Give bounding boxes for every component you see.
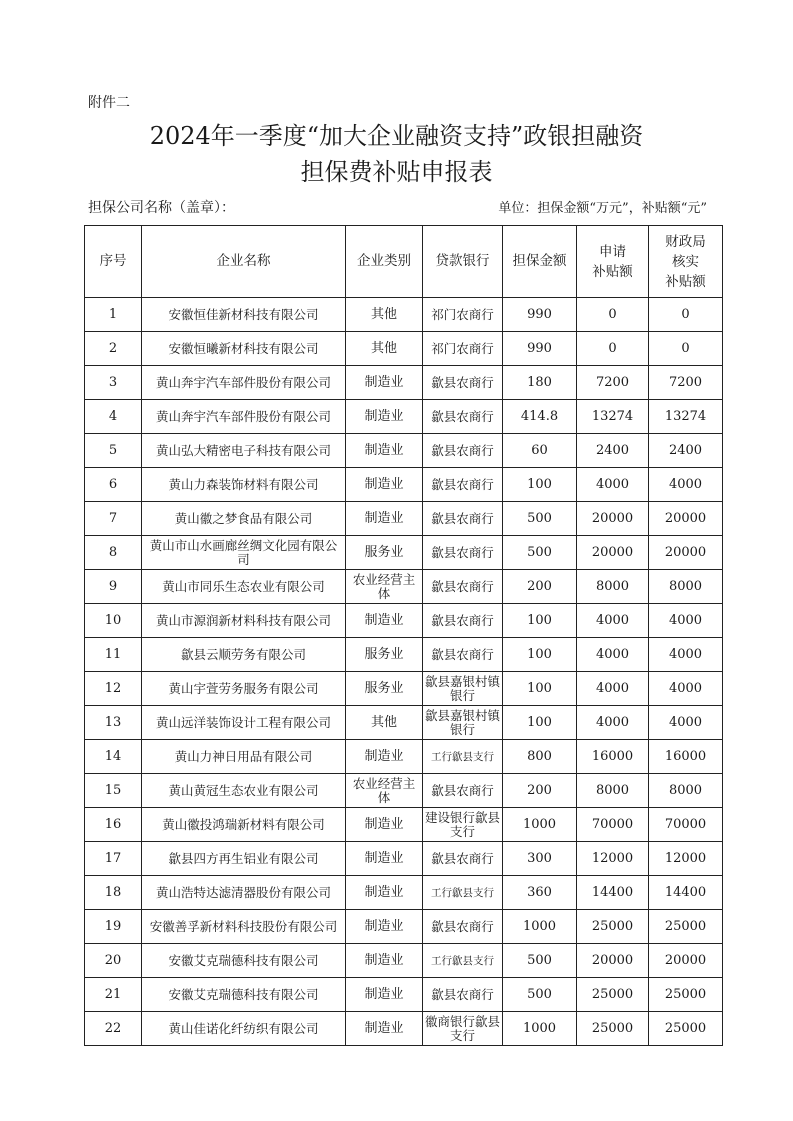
cell-category: 制造业 xyxy=(346,604,423,638)
subsidy-table xyxy=(84,225,723,1046)
header-seq: 序号 xyxy=(85,226,142,298)
annex-label: 附件二 xyxy=(88,95,130,111)
cell-apply-subsidy: 25000 xyxy=(577,910,649,944)
cell-bank: 歙县农商行 xyxy=(423,570,503,604)
table-row xyxy=(85,502,723,536)
cell-bank: 歙县农商行 xyxy=(423,366,503,400)
cell-amount: 500 xyxy=(503,944,577,978)
cell-bank: 歙县农商行 xyxy=(423,468,503,502)
cell-verify-subsidy: 4000 xyxy=(649,672,723,706)
cell-apply-subsidy: 2400 xyxy=(577,434,649,468)
cell-apply-subsidy: 20000 xyxy=(577,536,649,570)
cell-bank: 歙县农商行 xyxy=(423,978,503,1012)
cell-amount: 200 xyxy=(503,774,577,808)
cell-seq: 5 xyxy=(85,434,142,468)
cell-amount: 1000 xyxy=(503,1012,577,1046)
cell-verify-subsidy: 8000 xyxy=(649,570,723,604)
cell-amount: 360 xyxy=(503,876,577,910)
cell-apply-subsidy: 14400 xyxy=(577,876,649,910)
cell-verify-subsidy: 2400 xyxy=(649,434,723,468)
table-row xyxy=(85,910,723,944)
cell-apply-subsidy: 8000 xyxy=(577,570,649,604)
cell-verify-subsidy: 20000 xyxy=(649,944,723,978)
table-row xyxy=(85,672,723,706)
cell-verify-subsidy: 70000 xyxy=(649,808,723,842)
table-row xyxy=(85,400,723,434)
header-category: 企业类别 xyxy=(346,226,423,298)
cell-amount: 990 xyxy=(503,332,577,366)
cell-amount: 500 xyxy=(503,502,577,536)
cell-verify-subsidy: 16000 xyxy=(649,740,723,774)
table-row xyxy=(85,570,723,604)
cell-category: 制造业 xyxy=(346,978,423,1012)
cell-verify-subsidy: 20000 xyxy=(649,536,723,570)
cell-verify-subsidy: 0 xyxy=(649,298,723,332)
cell-company-name: 黄山奔宇汽车部件股份有限公司 xyxy=(142,400,346,434)
cell-seq: 16 xyxy=(85,808,142,842)
cell-seq: 2 xyxy=(85,332,142,366)
cell-company-name: 黄山浩特达滤清器股份有限公司 xyxy=(142,876,346,910)
cell-amount: 500 xyxy=(503,536,577,570)
cell-apply-subsidy: 20000 xyxy=(577,944,649,978)
cell-apply-subsidy: 0 xyxy=(577,298,649,332)
table-row xyxy=(85,944,723,978)
table-row xyxy=(85,638,723,672)
cell-seq: 7 xyxy=(85,502,142,536)
cell-verify-subsidy: 25000 xyxy=(649,910,723,944)
cell-bank: 建设银行歙县支行 xyxy=(423,808,503,842)
table-row xyxy=(85,298,723,332)
cell-company-name: 安徽恒曦新材科技有限公司 xyxy=(142,332,346,366)
cell-seq: 10 xyxy=(85,604,142,638)
cell-amount: 1000 xyxy=(503,808,577,842)
table-row xyxy=(85,706,723,740)
cell-company-name: 黄山宇萱劳务服务有限公司 xyxy=(142,672,346,706)
cell-category: 制造业 xyxy=(346,400,423,434)
cell-seq: 4 xyxy=(85,400,142,434)
cell-apply-subsidy: 4000 xyxy=(577,638,649,672)
cell-apply-subsidy: 13274 xyxy=(577,400,649,434)
cell-category: 制造业 xyxy=(346,366,423,400)
cell-verify-subsidy: 20000 xyxy=(649,502,723,536)
cell-category: 制造业 xyxy=(346,808,423,842)
cell-seq: 21 xyxy=(85,978,142,1012)
cell-company-name: 黄山市源润新材料科技有限公司 xyxy=(142,604,346,638)
cell-amount: 100 xyxy=(503,638,577,672)
cell-amount: 100 xyxy=(503,468,577,502)
cell-category: 制造业 xyxy=(346,876,423,910)
table-row xyxy=(85,876,723,910)
cell-apply-subsidy: 0 xyxy=(577,332,649,366)
cell-verify-subsidy: 25000 xyxy=(649,978,723,1012)
table-row xyxy=(85,366,723,400)
cell-company-name: 安徽善孚新材料科技股份有限公司 xyxy=(142,910,346,944)
cell-seq: 12 xyxy=(85,672,142,706)
cell-bank: 歙县农商行 xyxy=(423,638,503,672)
table-row xyxy=(85,774,723,808)
cell-bank: 歙县农商行 xyxy=(423,910,503,944)
header-amount: 担保金额 xyxy=(503,226,577,298)
cell-category: 制造业 xyxy=(346,468,423,502)
cell-seq: 13 xyxy=(85,706,142,740)
cell-verify-subsidy: 8000 xyxy=(649,774,723,808)
cell-category: 制造业 xyxy=(346,740,423,774)
table-row xyxy=(85,842,723,876)
cell-apply-subsidy: 7200 xyxy=(577,366,649,400)
cell-category: 其他 xyxy=(346,706,423,740)
cell-company-name: 黄山佳诺化纤纺织有限公司 xyxy=(142,1012,346,1046)
page-title: 2024年一季度“加大企业融资支持”政银担融资 xyxy=(149,122,644,150)
cell-verify-subsidy: 4000 xyxy=(649,468,723,502)
header-apply-subsidy: 申请 补贴额 xyxy=(577,226,649,298)
cell-category: 服务业 xyxy=(346,672,423,706)
table-row xyxy=(85,536,723,570)
table-row xyxy=(85,332,723,366)
cell-company-name: 黄山徽之梦食品有限公司 xyxy=(142,502,346,536)
cell-verify-subsidy: 4000 xyxy=(649,706,723,740)
cell-apply-subsidy: 20000 xyxy=(577,502,649,536)
cell-bank: 歙县农商行 xyxy=(423,536,503,570)
cell-category: 制造业 xyxy=(346,944,423,978)
cell-seq: 18 xyxy=(85,876,142,910)
cell-company-name: 黄山徽投鸿瑞新材料有限公司 xyxy=(142,808,346,842)
cell-category: 制造业 xyxy=(346,502,423,536)
cell-bank: 歙县农商行 xyxy=(423,434,503,468)
cell-company-name: 安徽艾克瑞德科技有限公司 xyxy=(142,944,346,978)
cell-bank: 歙县农商行 xyxy=(423,774,503,808)
cell-seq: 14 xyxy=(85,740,142,774)
table-row xyxy=(85,434,723,468)
cell-verify-subsidy: 13274 xyxy=(649,400,723,434)
cell-bank: 歙县农商行 xyxy=(423,502,503,536)
cell-bank: 工行歙县支行 xyxy=(423,944,503,978)
table-row xyxy=(85,808,723,842)
cell-verify-subsidy: 12000 xyxy=(649,842,723,876)
cell-bank: 歙县农商行 xyxy=(423,604,503,638)
cell-category: 服务业 xyxy=(346,536,423,570)
cell-seq: 3 xyxy=(85,366,142,400)
cell-company-name: 黄山黄冠生态农业有限公司 xyxy=(142,774,346,808)
cell-amount: 800 xyxy=(503,740,577,774)
cell-amount: 414.8 xyxy=(503,400,577,434)
cell-category: 农业经营主体 xyxy=(346,570,423,604)
cell-company-name: 黄山力森装饰材料有限公司 xyxy=(142,468,346,502)
cell-company-name: 黄山市同乐生态农业有限公司 xyxy=(142,570,346,604)
header-verify-subsidy: 财政局 核实 补贴额 xyxy=(649,226,723,298)
page-subtitle: 担保费补贴申报表 xyxy=(300,158,493,186)
header-bank: 贷款银行 xyxy=(423,226,503,298)
cell-apply-subsidy: 16000 xyxy=(577,740,649,774)
table-row xyxy=(85,740,723,774)
cell-apply-subsidy: 4000 xyxy=(577,672,649,706)
cell-amount: 100 xyxy=(503,604,577,638)
cell-category: 制造业 xyxy=(346,1012,423,1046)
cell-amount: 990 xyxy=(503,298,577,332)
cell-category: 服务业 xyxy=(346,638,423,672)
cell-category: 制造业 xyxy=(346,910,423,944)
cell-bank: 歙县农商行 xyxy=(423,400,503,434)
cell-apply-subsidy: 4000 xyxy=(577,604,649,638)
cell-bank: 歙县农商行 xyxy=(423,842,503,876)
cell-amount: 500 xyxy=(503,978,577,1012)
cell-apply-subsidy: 25000 xyxy=(577,1012,649,1046)
cell-company-name: 黄山市山水画廊丝绸文化园有限公司 xyxy=(142,536,346,570)
cell-verify-subsidy: 0 xyxy=(649,332,723,366)
cell-seq: 17 xyxy=(85,842,142,876)
cell-company-name: 黄山力神日用品有限公司 xyxy=(142,740,346,774)
cell-category: 制造业 xyxy=(346,434,423,468)
cell-verify-subsidy: 4000 xyxy=(649,604,723,638)
table-row xyxy=(85,1012,723,1046)
cell-bank: 工行歙县支行 xyxy=(423,876,503,910)
cell-seq: 6 xyxy=(85,468,142,502)
cell-amount: 60 xyxy=(503,434,577,468)
cell-seq: 11 xyxy=(85,638,142,672)
cell-amount: 100 xyxy=(503,672,577,706)
cell-category: 其他 xyxy=(346,332,423,366)
cell-bank: 歙县嘉银村镇银行 xyxy=(423,706,503,740)
cell-bank: 歙县嘉银村镇银行 xyxy=(423,672,503,706)
cell-apply-subsidy: 4000 xyxy=(577,468,649,502)
cell-amount: 200 xyxy=(503,570,577,604)
cell-seq: 9 xyxy=(85,570,142,604)
cell-company-name: 歙县四方再生铝业有限公司 xyxy=(142,842,346,876)
table-row xyxy=(85,468,723,502)
cell-verify-subsidy: 7200 xyxy=(649,366,723,400)
cell-category: 农业经营主体 xyxy=(346,774,423,808)
cell-apply-subsidy: 25000 xyxy=(577,978,649,1012)
cell-company-name: 安徽艾克瑞德科技有限公司 xyxy=(142,978,346,1012)
table-header-row xyxy=(85,226,723,298)
cell-seq: 15 xyxy=(85,774,142,808)
cell-amount: 1000 xyxy=(503,910,577,944)
cell-company-name: 黄山远洋装饰设计工程有限公司 xyxy=(142,706,346,740)
unit-note: 单位：担保金额“万元”，补贴额“元” xyxy=(498,201,707,216)
cell-verify-subsidy: 4000 xyxy=(649,638,723,672)
cell-bank: 工行歙县支行 xyxy=(423,740,503,774)
cell-amount: 100 xyxy=(503,706,577,740)
cell-apply-subsidy: 12000 xyxy=(577,842,649,876)
cell-apply-subsidy: 8000 xyxy=(577,774,649,808)
header-company-name: 企业名称 xyxy=(142,226,346,298)
table-row xyxy=(85,604,723,638)
cell-category: 其他 xyxy=(346,298,423,332)
cell-company-name: 安徽恒佳新材科技有限公司 xyxy=(142,298,346,332)
cell-apply-subsidy: 4000 xyxy=(577,706,649,740)
cell-company-name: 歙县云顺劳务有限公司 xyxy=(142,638,346,672)
cell-amount: 300 xyxy=(503,842,577,876)
cell-bank: 徽商银行歙县支行 xyxy=(423,1012,503,1046)
cell-company-name: 黄山弘大精密电子科技有限公司 xyxy=(142,434,346,468)
cell-apply-subsidy: 70000 xyxy=(577,808,649,842)
cell-seq: 8 xyxy=(85,536,142,570)
cell-amount: 180 xyxy=(503,366,577,400)
cell-category: 制造业 xyxy=(346,842,423,876)
cell-seq: 1 xyxy=(85,298,142,332)
cell-bank: 祁门农商行 xyxy=(423,298,503,332)
guarantor-company-label: 担保公司名称（盖章）： xyxy=(88,200,235,216)
cell-verify-subsidy: 14400 xyxy=(649,876,723,910)
cell-bank: 祁门农商行 xyxy=(423,332,503,366)
cell-seq: 22 xyxy=(85,1012,142,1046)
cell-verify-subsidy: 25000 xyxy=(649,1012,723,1046)
cell-company-name: 黄山奔宇汽车部件股份有限公司 xyxy=(142,366,346,400)
cell-seq: 20 xyxy=(85,944,142,978)
cell-seq: 19 xyxy=(85,910,142,944)
table-row xyxy=(85,978,723,1012)
